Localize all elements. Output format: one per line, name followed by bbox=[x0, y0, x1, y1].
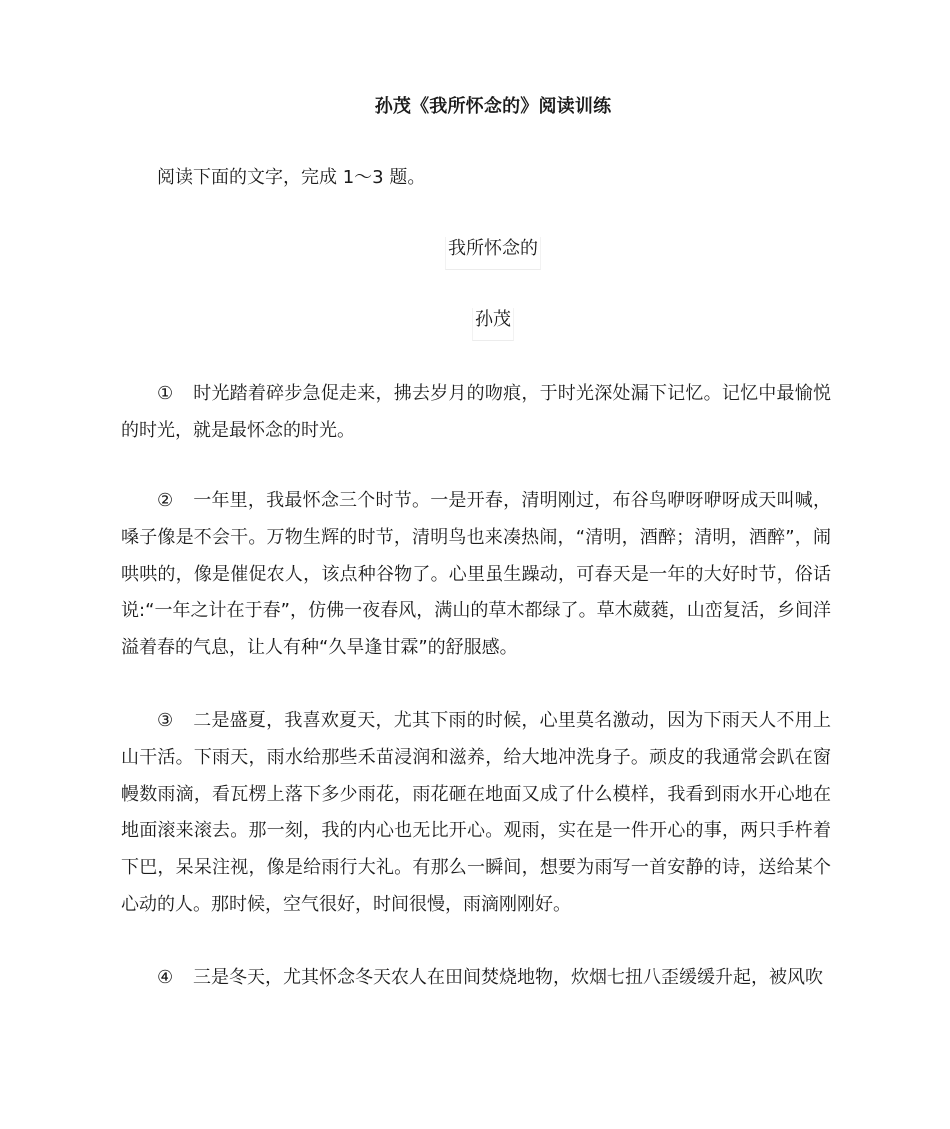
author-container bbox=[0, 308, 950, 341]
document-title: 孙茂《我所怀念的》阅读训练 bbox=[374, 96, 612, 117]
essay-title-container bbox=[0, 237, 950, 270]
paragraph-number: ② bbox=[157, 490, 174, 511]
paragraph-text: 三是冬天，尤其怀念冬天农人在田间焚烧地物，炊烟七扭八歪缓缓升起，被风吹 bbox=[193, 967, 823, 988]
paragraph-1 bbox=[121, 376, 831, 450]
paragraph-2 bbox=[121, 483, 831, 667]
paragraph-text: 一年里，我最怀念三个时节。一是开春，清明刚过，布谷鸟咿呀咿呀成天叫喊，嗓子像是不会干。万物生辉的时节，清明鸟也来凑热闹，“清明，酒醉；清明，酒醉”，闹哄哄的，像是催促农人，该点种谷物了。心里虽生躁动，可春天是一年的大好时节，俗话说:“一年之计在于春”，仿佛一夜春风，满山的草木都绿了。草木葳蕤，山峦复活，乡间洋溢着春的气息，让人有种“久旱逢甘霖”的舒服感。 bbox=[121, 490, 831, 659]
essay-title: 我所怀念的 bbox=[445, 237, 541, 270]
paragraph-text: 二是盛夏，我喜欢夏天，尤其下雨的时候，心里莫名激动，因为下雨天人不用上山干活。下雨天，雨水给那些禾苗浸润和滋养，给大地冲洗身子。顽皮的我通常会趴在窗幔数雨滴，看瓦楞上落下多少雨花，雨花砸在地面又成了什么模样，我看到雨水开心地在地面滚来滚去。那一刻，我的内心也无比开心。观雨，实在是一件开心的事，两只手杵着下巴，呆呆注视，像是给雨行大礼。有那么一瞬间，想要为雨写一首安静的诗，送给某个心动的人。那时候，空气很好，时间很慢，雨滴刚刚好。 bbox=[121, 710, 831, 915]
paragraph-3 bbox=[121, 703, 831, 924]
paragraph-4 bbox=[121, 960, 831, 997]
essay-author: 孙茂 bbox=[472, 308, 514, 341]
paragraph-number: ③ bbox=[157, 710, 174, 731]
paragraph-number: ④ bbox=[157, 967, 174, 988]
paragraph-number: ① bbox=[157, 383, 174, 404]
reading-instruction: 阅读下面的文字，完成 1～3 题。 bbox=[157, 167, 426, 188]
paragraph-text: 时光踏着碎步急促走来，拂去岁月的吻痕，于时光深处漏下记忆。记忆中最愉悦的时光，就是最怀念的时光。 bbox=[121, 383, 831, 441]
